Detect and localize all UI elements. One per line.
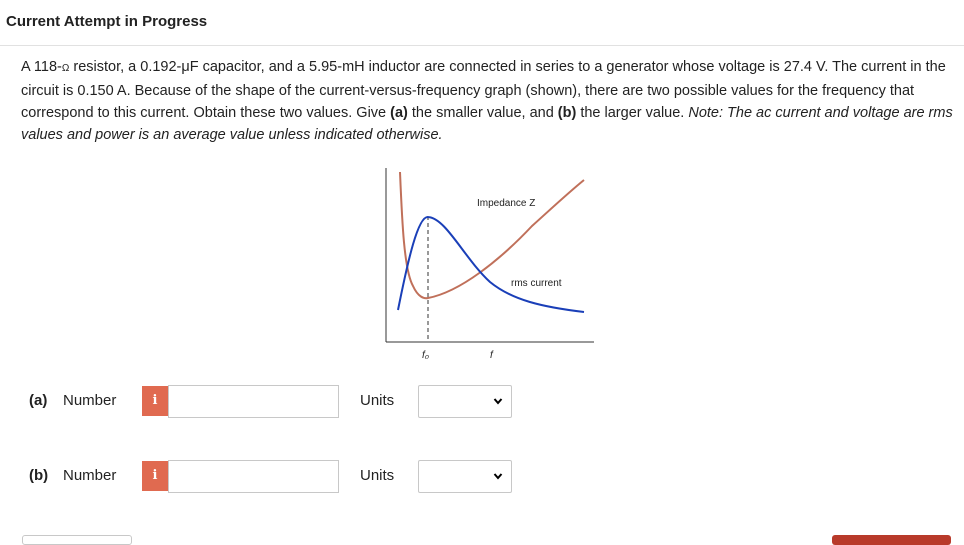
- question-part-2: resistor, a 0.192-μF capacitor, and a 5.95-mH inductor are connected in series to a generator whose voltage is 27.4 V. The current in the circuit is 0.150 A. Because of the shape of the current-versus-frequency graph (shown), there are two possible values for the frequency that correspond to this current. Obtain these two values. Give: [21, 59, 946, 121]
- question-part-a-label: (a): [390, 105, 408, 121]
- impedance-label: Impedance Z: [477, 198, 536, 209]
- chevron-down-icon: [493, 396, 503, 406]
- number-input-a[interactable]: [168, 385, 339, 418]
- answer-row-a: [0, 384, 964, 418]
- answer-row-b: [0, 459, 964, 493]
- part-a-label: (a): [29, 392, 48, 409]
- question-part-3: the smaller value, and: [407, 105, 558, 121]
- question-part-1: A 118-: [21, 59, 62, 75]
- number-label-a: Number: [63, 392, 117, 409]
- ohm-symbol: Ω: [61, 63, 70, 74]
- question-note: Note: The ac current and voltage are rms values and power is an average value unless indicated otherwise.: [21, 105, 953, 143]
- page-header: [0, 0, 964, 46]
- units-label-b: Units: [360, 467, 395, 484]
- primary-button[interactable]: [832, 535, 951, 545]
- units-select-b[interactable]: [418, 460, 512, 493]
- units-select-a[interactable]: [418, 385, 512, 418]
- part-b-label: (b): [29, 467, 49, 484]
- secondary-button[interactable]: [22, 535, 132, 545]
- graph-svg: [380, 160, 600, 365]
- f-label: f: [490, 350, 493, 361]
- chevron-down-icon: [493, 471, 503, 481]
- impedance-current-graph: [380, 160, 600, 365]
- info-button-b[interactable]: i: [142, 461, 168, 491]
- question-part-4: the larger value.: [576, 105, 689, 121]
- info-button-a[interactable]: i: [142, 386, 168, 416]
- page-title: Current Attempt in Progress: [6, 13, 208, 30]
- units-label-a: Units: [360, 392, 395, 409]
- question-text: [21, 56, 956, 146]
- rms-current-label: rms current: [511, 278, 562, 289]
- number-label-b: Number: [63, 467, 117, 484]
- f0-label: f₀: [422, 350, 429, 361]
- question-part-b-label: (b): [557, 105, 577, 121]
- number-input-b[interactable]: [168, 460, 339, 493]
